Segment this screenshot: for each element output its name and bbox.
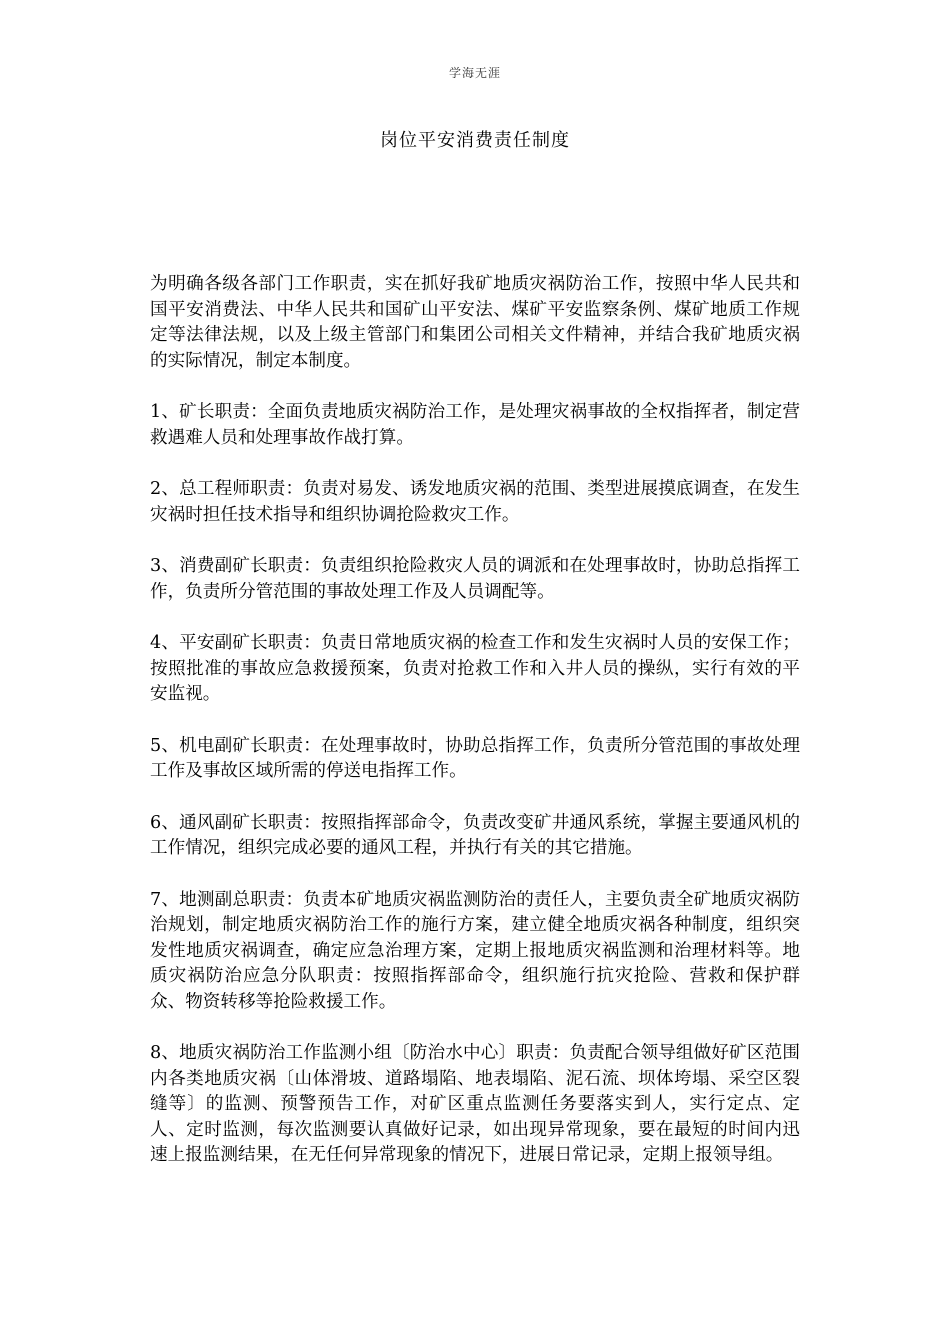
duty-paragraph-chief-engineer: 2、总工程师职责：负责对易发、诱发地质灾祸的范围、类型进展摸底调查，在发生灾祸时担任技术指导和组织协调抢险救灾工作。	[150, 479, 800, 525]
duty-paragraph-electromechanical-deputy: 5、机电副矿长职责：在处理事故时，协助总指挥工作，负责所分管范围的事故处理工作及事故区域所需的停送电指挥工作。	[150, 735, 800, 781]
duty-paragraph-mine-director: 1、矿长职责：全面负责地质灾祸防治工作，是处理灾祸事故的全权指挥者，制定营救遇难人员和处理事故作战打算。	[150, 402, 800, 448]
duty-paragraph-survey-deputy: 7、地测副总职责：负责本矿地质灾祸监测防治的责任人，主要负责全矿地质灾祸防治规划，制定地质灾祸防治工作的施行方案，建立健全地质灾祸各种制度，组织突发性地质灾祸调查，确定应急治理方案，定期上报地质灾祸监测和治理材料等。地质灾祸防治应急分队职责：按照指挥部命令，组织施行抗灾抢险、营救和保护群众、物资转移等抢险救援工作。	[150, 889, 800, 1012]
page-header-watermark: 学海无涯	[448, 66, 501, 80]
document-body	[150, 272, 800, 1195]
document-title: 岗位平安消费责任制度	[380, 130, 570, 151]
intro-paragraph: 为明确各级各部门工作职责，实在抓好我矿地质灾祸防治工作，按照中华人民共和国平安消费法、中华人民共和国矿山平安法、煤矿平安监察条例、煤矿地质工作规定等法律法规，以及上级主管部门和集团公司相关文件精神，并结合我矿地质灾祸的实际情况，制定本制度。	[150, 274, 800, 371]
duty-paragraph-monitoring-group: 8、地质灾祸防治工作监测小组〔防治水中心〕职责：负责配合领导组做好矿区范围内各类地质灾祸〔山体滑坡、道路塌陷、地表塌陷、泥石流、坝体垮塌、采空区裂缝等〕的监测、预警预告工作，对矿区重点监测任务要落实到人，实行定点、定人、定时监测，每次监测要认真做好记录，如出现异常现象，要在最短的时间内迅速上报监测结果，在无任何异常现象的情况下，进展日常记录，定期上报领导组。	[150, 1043, 800, 1165]
duty-paragraph-ventilation-deputy: 6、通风副矿长职责：按照指挥部命令，负责改变矿井通风系统，掌握主要通风机的工作情况，组织完成必要的通风工程，并执行有关的其它措施。	[150, 812, 800, 858]
duty-paragraph-production-deputy: 3、消费副矿长职责：负责组织抢险救灾人员的调派和在处理事故时，协助总指挥工作，负责所分管范围的事故处理工作及人员调配等。	[150, 556, 800, 602]
duty-paragraph-safety-deputy: 4、平安副矿长职责：负责日常地质灾祸的检查工作和发生灾祸时人员的安保工作；按照批准的事故应急救援预案，负责对抢救工作和入井人员的操纵，实行有效的平安监视。	[150, 633, 800, 704]
